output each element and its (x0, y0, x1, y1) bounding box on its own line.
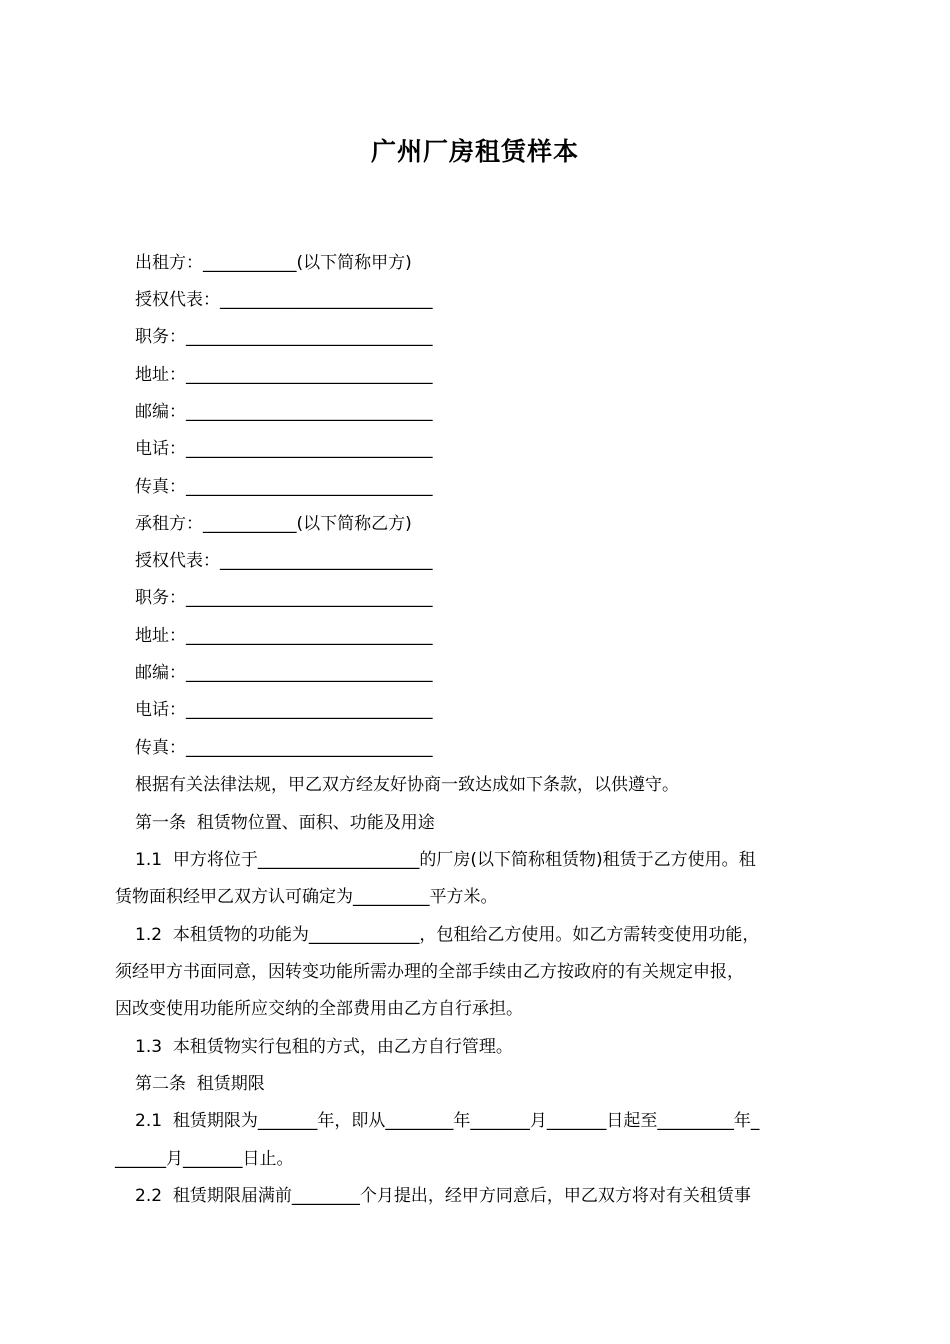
lessee-party-line: 承租方：___________(以下简称乙方) (135, 514, 412, 534)
clause-1-2-line-2: 须经甲方书面同意，因转变功能所需办理的全部手续由乙方按政府的有关规定申报， (115, 962, 744, 982)
lessee-phone-line: 电话：_____________________________ (135, 700, 433, 720)
article-1-heading: 第一条 租赁物位置、面积、功能及用途 (135, 813, 435, 833)
intro-paragraph: 根据有关法律法规，甲乙双方经友好协商一致达成如下条款，以供遵守。 (135, 775, 679, 795)
lessee-address-line: 地址：_____________________________ (135, 626, 433, 646)
clause-1-1-line-1: 1.1 甲方将位于___________________的厂房(以下简称租赁物)租赁于乙方使用。租 (135, 850, 756, 870)
lessee-fax-line: 传真：_____________________________ (135, 738, 433, 758)
clause-2-1-line-1: 2.1 租赁期限为_______年，即从________年_______月_______日起至_________年_ (135, 1111, 760, 1131)
clause-2-1-line-2: ______月_______日止。 (115, 1149, 294, 1169)
lessor-postcode-line: 邮编：_____________________________ (135, 402, 433, 422)
lessee-position-line: 职务：_____________________________ (135, 588, 433, 608)
lessor-phone-line: 电话：_____________________________ (135, 439, 433, 459)
clause-2-2-line-1: 2.2 租赁期限届满前________个月提出，经甲方同意后，甲乙双方将对有关租赁事 (135, 1186, 751, 1206)
lessee-representative-line: 授权代表：_________________________ (135, 551, 433, 571)
lessor-party-line: 出租方：___________(以下简称甲方) (135, 253, 412, 273)
clause-1-1-line-2: 赁物面积经甲乙双方认可确定为_________平方米。 (115, 887, 498, 907)
clause-1-3-line: 1.3 本租赁物实行包租的方式，由乙方自行管理。 (135, 1037, 513, 1057)
article-2-heading: 第二条 租赁期限 (135, 1074, 265, 1094)
lessor-position-line: 职务：_____________________________ (135, 327, 433, 347)
clause-1-2-line-3: 因改变使用功能所应交纳的全部费用由乙方自行承担。 (115, 999, 523, 1019)
lessor-address-line: 地址：_____________________________ (135, 365, 433, 385)
document-title: 广州厂房租赁样本 (370, 137, 579, 166)
lessor-fax-line: 传真：_____________________________ (135, 477, 433, 497)
clause-1-2-line-1: 1.2 本租赁物的功能为_____________，包租给乙方使用。如乙方需转变使用功能， (135, 925, 760, 945)
lessee-postcode-line: 邮编：_____________________________ (135, 663, 433, 683)
lessor-representative-line: 授权代表：_________________________ (135, 290, 433, 310)
